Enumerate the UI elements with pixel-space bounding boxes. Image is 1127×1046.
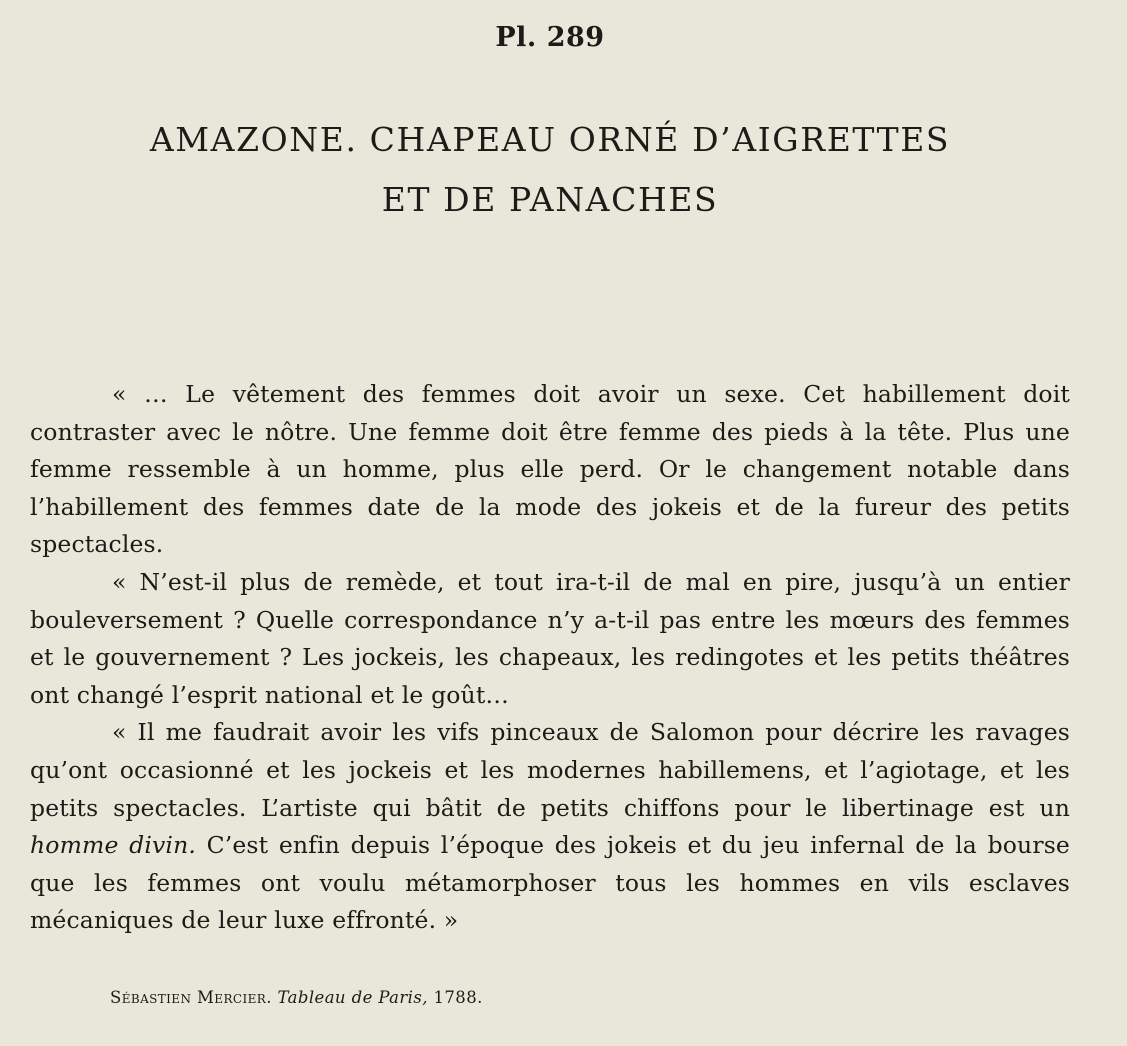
paragraph-3 [30,714,1070,940]
paragraph-3-italic: homme divin. [30,831,196,860]
page-title [0,110,1100,230]
citation [110,988,483,1007]
citation-year: 1788. [433,988,483,1007]
paragraph-3-end: C’est enfin depuis l’époque des jokeis et du jeu infernal de la bourse que les femmes ont voulu métamorphoser tous les hommes en vils esclaves mécaniques de leur luxe effronté. » [30,831,1070,935]
citation-author: Sébastien Mercier. [110,988,272,1007]
paragraph-1: « … Le vêtement des femmes doit avoir un sexe. Cet habillement doit contraster avec le nôtre. Une femme doit être femme des pieds à la tête. Plus une femme ressemble à un homme, plus elle perd. Or le changement notable dans l’habillement des femmes date de la mode des jokeis et de la fureur des petits spectacles. [30,380,1070,559]
paragraph-2: « N’est-il plus de remède, et tout ira-t-il de mal en pire, jusqu’à un entier bouleversement ? Quelle correspondance n’y a-t-il pas entre les mœurs des femmes et le gouvernement ? Les jockeis, les chapeaux, les redingotes et les petits théâtres ont changé l’esprit national et le goût… [30,567,1070,709]
citation-work: Tableau de Paris, [277,988,428,1007]
paragraph-3-start: « Il me faudrait avoir les vifs pinceaux de Salomon pour décrire les ravages qu’ont occasionné et les jockeis et les modernes habillemens, et l’agiotage, et les petits spectacles. L’artiste qui bâtit de petits chiffons pour le libertinage est un [30,718,1070,822]
title-line-2: ET DE PANACHES [381,180,719,219]
quotation-body [30,376,1070,940]
title-line-1: AMAZONE. CHAPEAU ORNÉ D’AIGRETTES [149,120,951,159]
plate-number: Pl. 289 [495,22,605,53]
